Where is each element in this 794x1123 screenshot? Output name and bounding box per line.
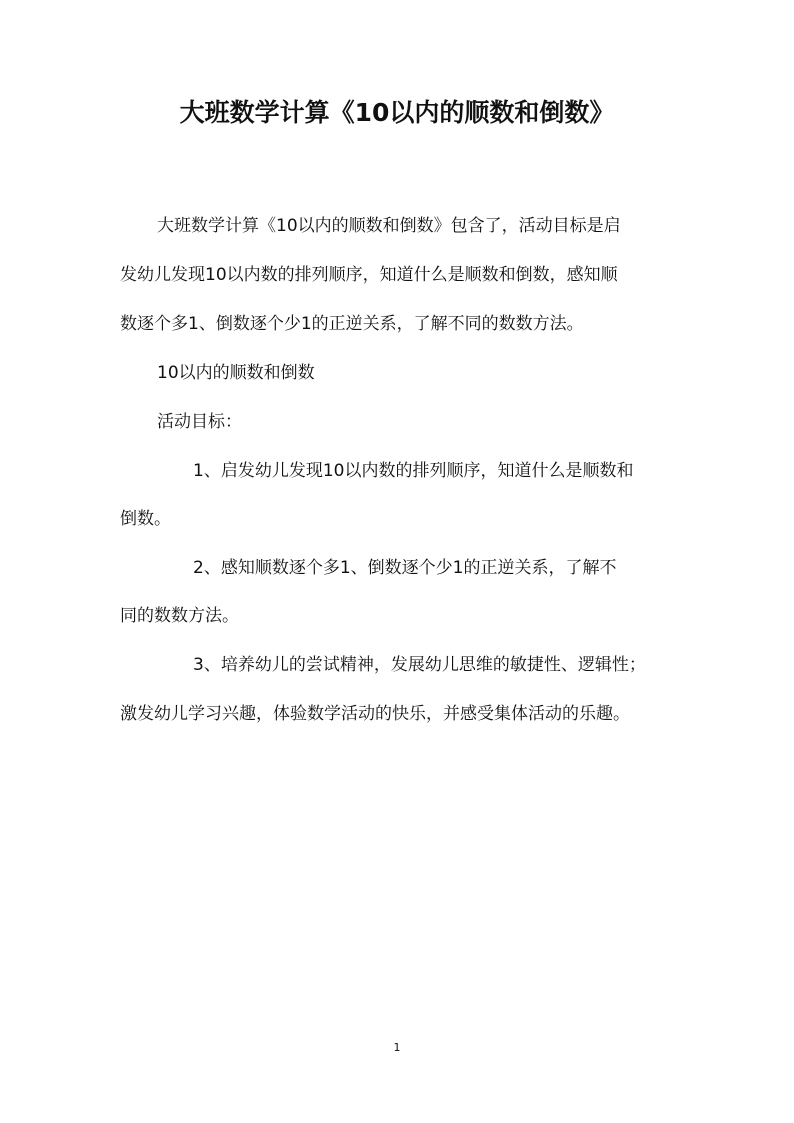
intro-line-1: 大班数学计算《10以内的顺数和倒数》包含了，活动目标是启 [157, 216, 621, 236]
document-title: 大班数学计算《10以内的顺数和倒数》 [179, 98, 615, 127]
goal-2-line-2: 同的数数方法。 [120, 606, 239, 626]
intro-line-2: 发幼儿发现10以内数的排列顺序，知道什么是顺数和倒数，感知顺 [120, 265, 618, 285]
section-subtitle: 10以内的顺数和倒数 [157, 363, 315, 383]
goal-3-line-1: 3、培养幼儿的尝试精神，发展幼儿思维的敏捷性、逻辑性； [193, 655, 646, 675]
goal-2-line-1: 2、感知顺数逐个多1、倒数逐个少1的正逆关系，了解不 [193, 558, 617, 578]
page-number: 1 [393, 1041, 401, 1054]
goals-heading: 活动目标： [157, 412, 242, 432]
goal-1-line-1: 1、启发幼儿发现10以内数的排列顺序，知道什么是顺数和 [193, 461, 634, 481]
goal-3-line-2: 激发幼儿学习兴趣，体验数学活动的快乐，并感受集体活动的乐趣。 [120, 704, 630, 724]
goal-1-line-2: 倒数。 [120, 509, 171, 529]
intro-line-3: 数逐个多1、倒数逐个少1的正逆关系，了解不同的数数方法。 [120, 314, 584, 334]
